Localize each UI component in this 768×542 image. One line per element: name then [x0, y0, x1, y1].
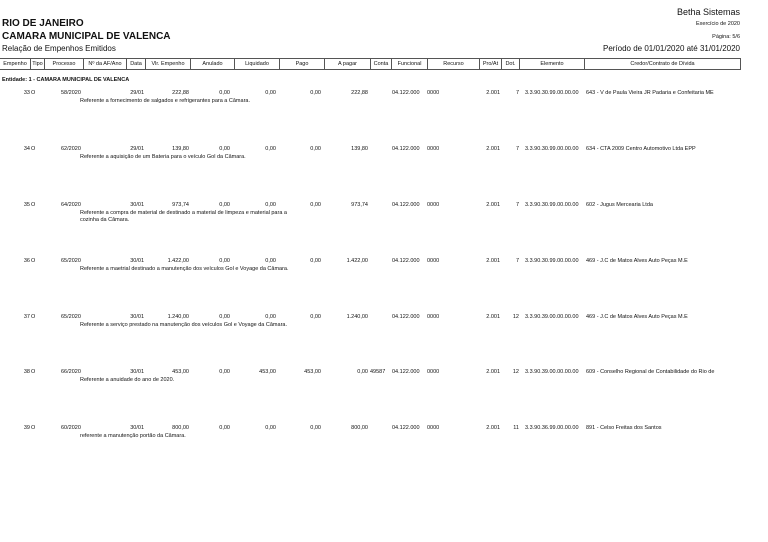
city-title: RIO DE JANEIRO	[2, 18, 84, 29]
cell-processo: 62/2020	[61, 146, 81, 152]
col-funcional: Funcional	[391, 59, 427, 69]
cell-apagar: 1.240,00	[346, 314, 368, 320]
cell-liquidado: 453,00	[259, 369, 276, 375]
cell-empenho: 36	[23, 258, 30, 264]
col-empenho: Empenho	[3, 61, 27, 67]
col-a-pagar: A pagar	[324, 59, 370, 69]
cell-liquidado: 0,00	[265, 258, 276, 264]
cell-dot: 7	[515, 202, 519, 208]
cell-funcional: 04.122.000	[392, 258, 420, 264]
cell-processo: 65/2020	[61, 258, 81, 264]
cell-empenho: 37	[23, 314, 30, 320]
cell-tipo: O	[31, 90, 36, 96]
cell-funcional: 04.122.000	[392, 90, 420, 96]
cell-credor: 609 - Conselho Regional de Contabilidade do Rio de	[586, 369, 715, 375]
cell-elemento: 3.3.90.36.99.00.00.00	[525, 425, 579, 431]
cell-credor: 469 - J.C de Matos Alves Auto Peças M.E	[586, 258, 688, 264]
col-pago: Pago	[279, 59, 324, 69]
col-vlr-empenho: Vlr. Empenho	[145, 59, 190, 69]
cell-recurso: 0000	[427, 258, 440, 264]
cell-liquidado: 0,00	[265, 90, 276, 96]
cell-data: 30/01	[130, 369, 144, 375]
row-description: Referente a compra de material de destinado a material de limpeza e material para a cozinha da Câmara.	[80, 210, 287, 223]
col-recurso: Recurso	[427, 59, 479, 69]
col-processo: Processo	[44, 59, 83, 69]
cell-funcional: 04.122.000	[392, 314, 420, 320]
cell-credor: 891 - Celso Freitas dos Santos	[586, 425, 662, 431]
cell-conta: 49587	[370, 369, 386, 375]
cell-funcional: 04.122.000	[392, 425, 420, 431]
cell-empenho: 38	[23, 369, 30, 375]
col-credor: Credor/Contrato de Dívida	[584, 59, 741, 69]
cell-proat: 2.001	[486, 425, 500, 431]
cell-anulado: 0,00	[219, 369, 230, 375]
table-row	[0, 258, 741, 278]
cell-tipo: O	[31, 146, 36, 152]
cell-anulado: 0,00	[219, 90, 230, 96]
cell-processo: 66/2020	[61, 369, 81, 375]
cell-proat: 2.001	[486, 146, 500, 152]
cell-data: 29/01	[130, 90, 144, 96]
cell-data: 30/01	[130, 258, 144, 264]
cell-vlr: 453,00	[172, 369, 189, 375]
cell-processo: 65/2020	[61, 314, 81, 320]
table-row	[0, 202, 741, 222]
cell-elemento: 3.3.90.30.99.00.00.00	[525, 258, 579, 264]
cell-apagar: 139,80	[351, 146, 368, 152]
cell-dot: 7	[515, 146, 519, 152]
cell-recurso: 0000	[427, 202, 440, 208]
table-row	[0, 425, 741, 445]
row-description: Referente a anuidade do ano de 2020.	[80, 377, 175, 383]
organization-title: CAMARA MUNICIPAL DE VALENCA	[2, 31, 171, 42]
row-description: referente a manutenção portão da Câmara.	[80, 433, 186, 439]
cell-pago: 0,00	[310, 146, 321, 152]
cell-apagar: 222,88	[351, 90, 368, 96]
cell-processo: 58/2020	[61, 90, 81, 96]
cell-dot: 12	[512, 314, 519, 320]
cell-funcional: 04.122.000	[392, 369, 420, 375]
entidade-label: Entidade: 1 - CAMARA MUNICIPAL DE VALENCA	[2, 77, 130, 83]
col-anulado: Anulado	[190, 59, 234, 69]
cell-elemento: 3.3.90.30.99.00.00.00	[525, 90, 579, 96]
col-data: Data	[126, 59, 145, 69]
cell-funcional: 04.122.000	[392, 146, 420, 152]
cell-anulado: 0,00	[219, 425, 230, 431]
cell-dot: 7	[515, 258, 519, 264]
cell-processo: 60/2020	[61, 425, 81, 431]
cell-anulado: 0,00	[219, 146, 230, 152]
row-description: Referente a aquisição de um Bateria para o veículo Gol da Câmara.	[80, 154, 246, 160]
report-title: Relação de Empenhos Emitidos	[2, 44, 116, 53]
cell-anulado: 0,00	[219, 258, 230, 264]
cell-vlr: 973,74	[172, 202, 189, 208]
table-row	[0, 369, 741, 389]
cell-empenho: 39	[23, 425, 30, 431]
cell-proat: 2.001	[486, 369, 500, 375]
cell-liquidado: 0,00	[265, 425, 276, 431]
cell-empenho: 35	[23, 202, 30, 208]
brand-name: Betha Sistemas	[676, 7, 740, 17]
cell-data: 30/01	[130, 202, 144, 208]
cell-pago: 0,00	[310, 90, 321, 96]
cell-pago: 0,00	[310, 202, 321, 208]
cell-recurso: 0000	[427, 146, 440, 152]
cell-pago: 0,00	[310, 314, 321, 320]
cell-apagar: 973,74	[351, 202, 368, 208]
cell-proat: 2.001	[486, 314, 500, 320]
cell-proat: 2.001	[486, 202, 500, 208]
table-row	[0, 90, 741, 110]
cell-empenho: 33	[23, 90, 30, 96]
cell-credor: 634 - CTA 2009 Centro Automotivo Ltda EPP	[586, 146, 696, 152]
table-row	[0, 146, 741, 166]
table-row	[0, 314, 741, 334]
cell-anulado: 0,00	[219, 202, 230, 208]
cell-dot: 7	[515, 90, 519, 96]
cell-proat: 2.001	[486, 258, 500, 264]
col-af-ano: Nº da AF/Ano	[83, 59, 126, 69]
cell-proat: 2.001	[486, 90, 500, 96]
cell-vlr: 1.240,00	[167, 314, 189, 320]
cell-vlr: 1.422,00	[167, 258, 189, 264]
cell-apagar: 0,00	[357, 369, 368, 375]
period-label: Período de 01/01/2020 até 31/01/2020	[602, 44, 740, 53]
cell-elemento: 3.3.90.39.00.00.00.00	[525, 369, 579, 375]
cell-pago: 0,00	[310, 258, 321, 264]
cell-dot: 11	[513, 425, 519, 431]
cell-recurso: 0000	[427, 314, 440, 320]
col-pro-at: Pro/At	[479, 59, 501, 69]
cell-dot: 12	[512, 369, 519, 375]
cell-tipo: O	[31, 314, 36, 320]
cell-processo: 64/2020	[61, 202, 81, 208]
cell-credor: 643 - V de Paula Vieira JR Padaria e Confeitaria ME	[586, 90, 714, 96]
cell-apagar: 800,00	[351, 425, 368, 431]
cell-anulado: 0,00	[219, 314, 230, 320]
cell-credor: 602 - Jugus Mercearia Ltda	[586, 202, 653, 208]
cell-empenho: 34	[23, 146, 30, 152]
cell-vlr: 139,80	[172, 146, 189, 152]
cell-liquidado: 0,00	[265, 146, 276, 152]
cell-elemento: 3.3.90.30.99.00.00.00	[525, 202, 579, 208]
cell-liquidado: 0,00	[265, 314, 276, 320]
col-conta: Conta	[370, 59, 391, 69]
cell-pago: 453,00	[304, 369, 321, 375]
row-description: Referente a maetrial destinado a manutenção dos veículos Gol e Voyage da Câmara.	[80, 266, 289, 272]
cell-credor: 469 - J.C de Matos Alves Auto Peças M.E	[586, 314, 688, 320]
cell-tipo: O	[31, 369, 36, 375]
cell-pago: 0,00	[310, 425, 321, 431]
col-tipo: Tipo	[30, 59, 44, 69]
col-dot: Dot.	[501, 59, 519, 69]
cell-tipo: O	[31, 425, 36, 431]
cell-recurso: 0000	[427, 425, 440, 431]
cell-tipo: O	[31, 202, 36, 208]
exercicio-label: Exercício de 2020	[695, 21, 740, 27]
cell-data: 29/01	[130, 146, 144, 152]
col-elemento: Elemento	[519, 59, 584, 69]
page-number: Página: 5/6	[712, 34, 740, 40]
cell-funcional: 04.122.000	[392, 202, 420, 208]
cell-data: 30/01	[130, 425, 144, 431]
row-description: Referente a serviço prestado na manutenção dos veículos Gol e Voyage da Câmara.	[80, 322, 287, 328]
table-header	[0, 58, 741, 70]
cell-data: 30/01	[130, 314, 144, 320]
cell-vlr: 222,88	[172, 90, 189, 96]
cell-vlr: 800,00	[172, 425, 189, 431]
cell-elemento: 3.3.90.39.00.00.00.00	[525, 314, 579, 320]
cell-recurso: 0000	[427, 90, 440, 96]
cell-apagar: 1.422,00	[346, 258, 368, 264]
cell-tipo: O	[31, 258, 36, 264]
cell-liquidado: 0,00	[265, 202, 276, 208]
cell-recurso: 0000	[427, 369, 440, 375]
row-description: Referente a fornecimento de salgados e refrigerantes para a Câmara.	[80, 98, 250, 104]
cell-elemento: 3.3.90.30.99.00.00.00	[525, 146, 579, 152]
col-liquidado: Liquidado	[234, 59, 279, 69]
